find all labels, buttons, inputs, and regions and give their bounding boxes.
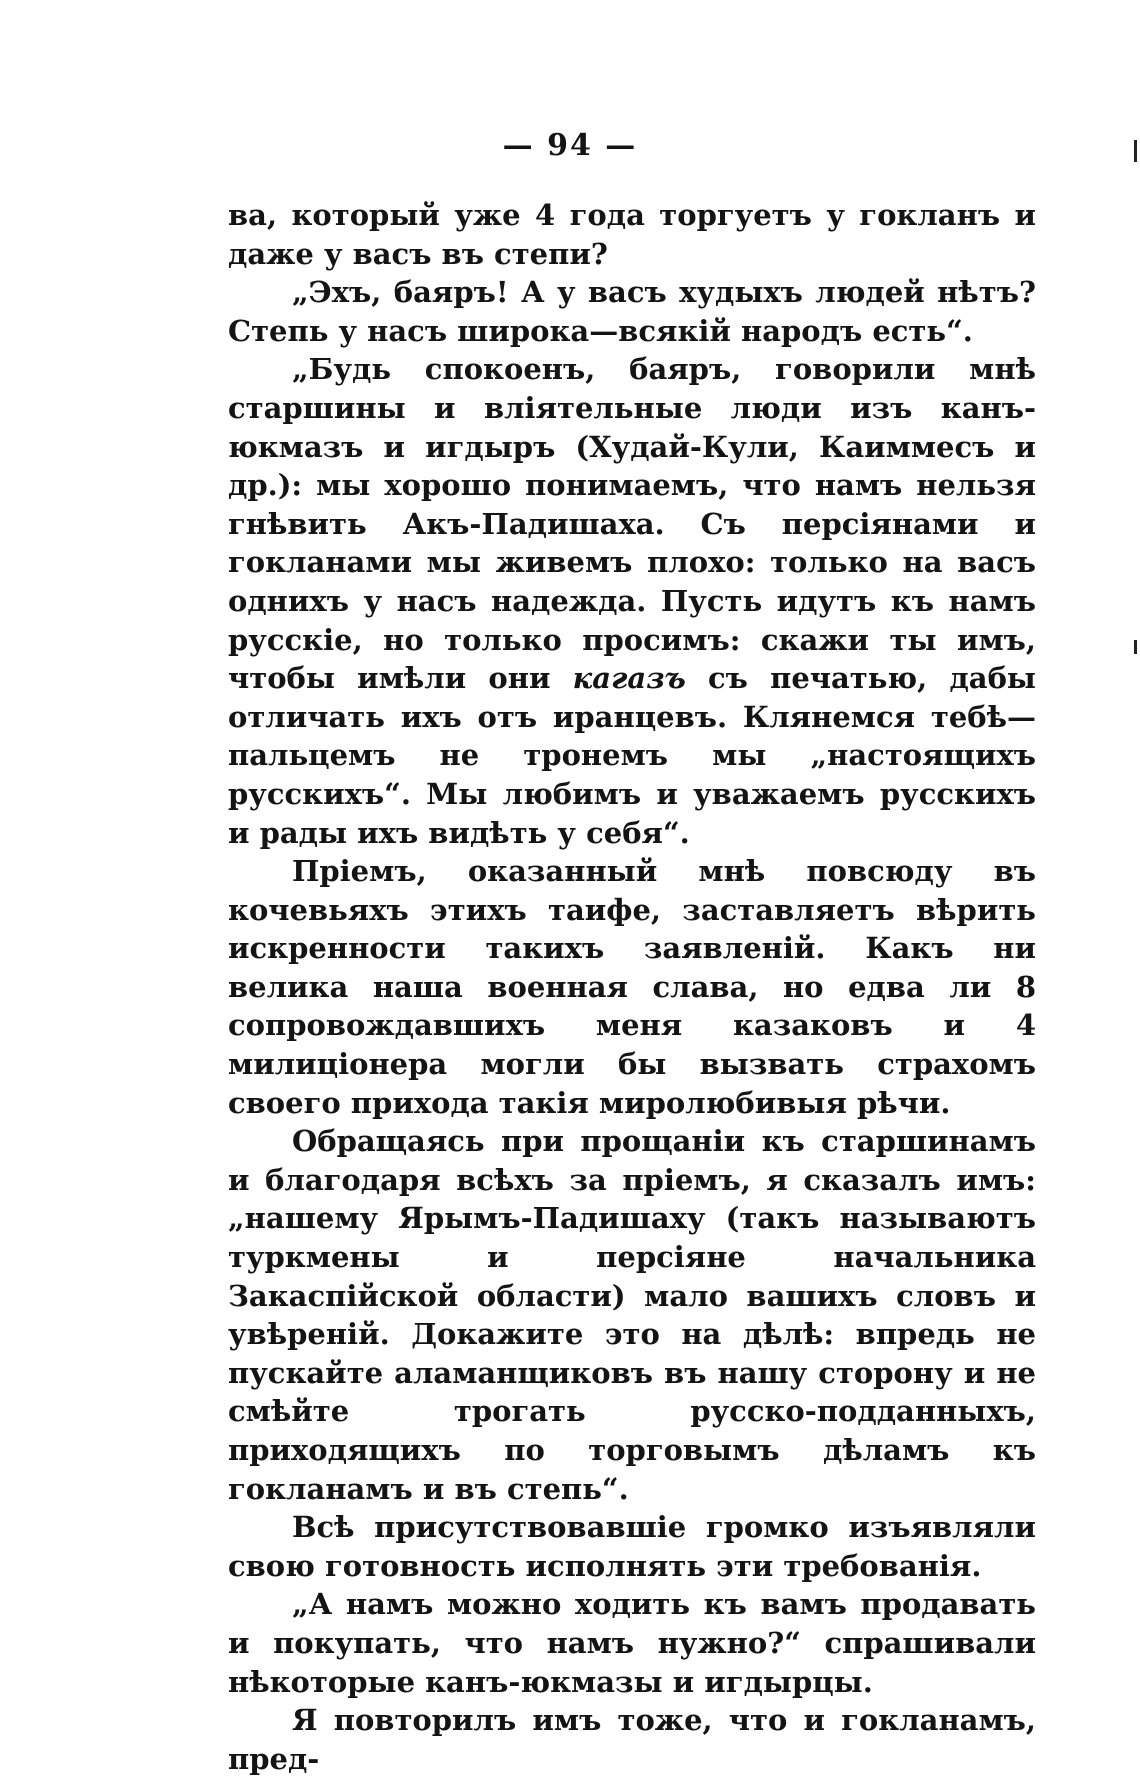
text-body [228,196,1036,1778]
paragraph [228,1122,1036,1508]
paragraph-text: Я повторилъ имъ тоже, что и гокланамъ, пред- [228,1703,1036,1776]
paragraph-text: Обращаясь при прощаніи къ старшинамъ и благодаря всѣхъ за пріемъ, я сказалъ имъ: „нашему Ярымъ-Падишаху (такъ называютъ туркмены и персіяне начальника Закаспійской области) мало вашихъ словъ и увѣреній. Докажите это на дѣлѣ: впредь не пускайте аламанщиковъ въ нашу сторону и не смѣйте трогать русско-подданныхъ, приходящихъ по торговымъ дѣламъ къ гокланамъ и въ степь“. [228,1124,1036,1506]
paragraph-text: „А намъ можно ходить къ вамъ продавать и покупать, что намъ нужно?“ спрашивали нѣкоторые канъ-юкмазы и игдырцы. [228,1587,1036,1699]
paragraph-continuation [228,196,1036,273]
paragraph [228,350,1036,852]
paragraph-text: съ печатью, дабы отличать ихъ отъ иранцевъ. Клянемся тебѣ—пальцемъ не тронемъ мы „настоящихъ русскихъ“. Мы любимъ и уважаемъ русскихъ и рады ихъ видѣть у себя“. [228,661,1036,850]
paragraph [228,273,1036,350]
paragraph-text: ва, который уже 4 года торгуетъ у гокланъ и даже у васъ въ степи? [228,198,1036,271]
page-number: — 94 — [502,128,638,163]
paragraph-text: Всѣ присутствовавшіе громко изъявляли свою готовность исполнять эти требованія. [228,1510,1036,1583]
italic-term: кагазъ [572,661,686,696]
scan-edge-mark [1134,140,1137,162]
paragraph [228,852,1036,1122]
scan-edge-mark [1134,640,1137,654]
paragraph [228,1701,1036,1778]
paragraph [228,1508,1036,1585]
paragraph-text: Пріемъ, оказанный мнѣ повсюду въ кочевьяхъ этихъ таифе, заставляетъ вѣрить искренности такихъ заявленій. Какъ ни велика наша военная слава, но едва ли 8 сопровождавшихъ меня казаковъ и 4 милиціонера могли бы вызвать страхомъ своего прихода такія миролюбивыя рѣчи. [228,854,1036,1120]
paragraph-text: „Эхъ, баяръ! А у васъ худыхъ людей нѣтъ? Степь у насъ широка—всякій народъ есть“. [228,275,1036,348]
paragraph-text: „Будь спокоенъ, баяръ, говорили мнѣ старшины и вліятельные люди изъ канъ-юкмазъ и игдыръ (Худай-Кули, Каиммесъ и др.): мы хорошо понимаемъ, что намъ нельзя гнѣвить Акъ-Падишаха. Съ персіянами и гокланами мы живемъ плохо: только на васъ однихъ у насъ надежда. Пусть идутъ къ намъ русскіе, но только просимъ: скажи ты имъ, чтобы имѣли они [228,352,1036,696]
paragraph [228,1585,1036,1701]
